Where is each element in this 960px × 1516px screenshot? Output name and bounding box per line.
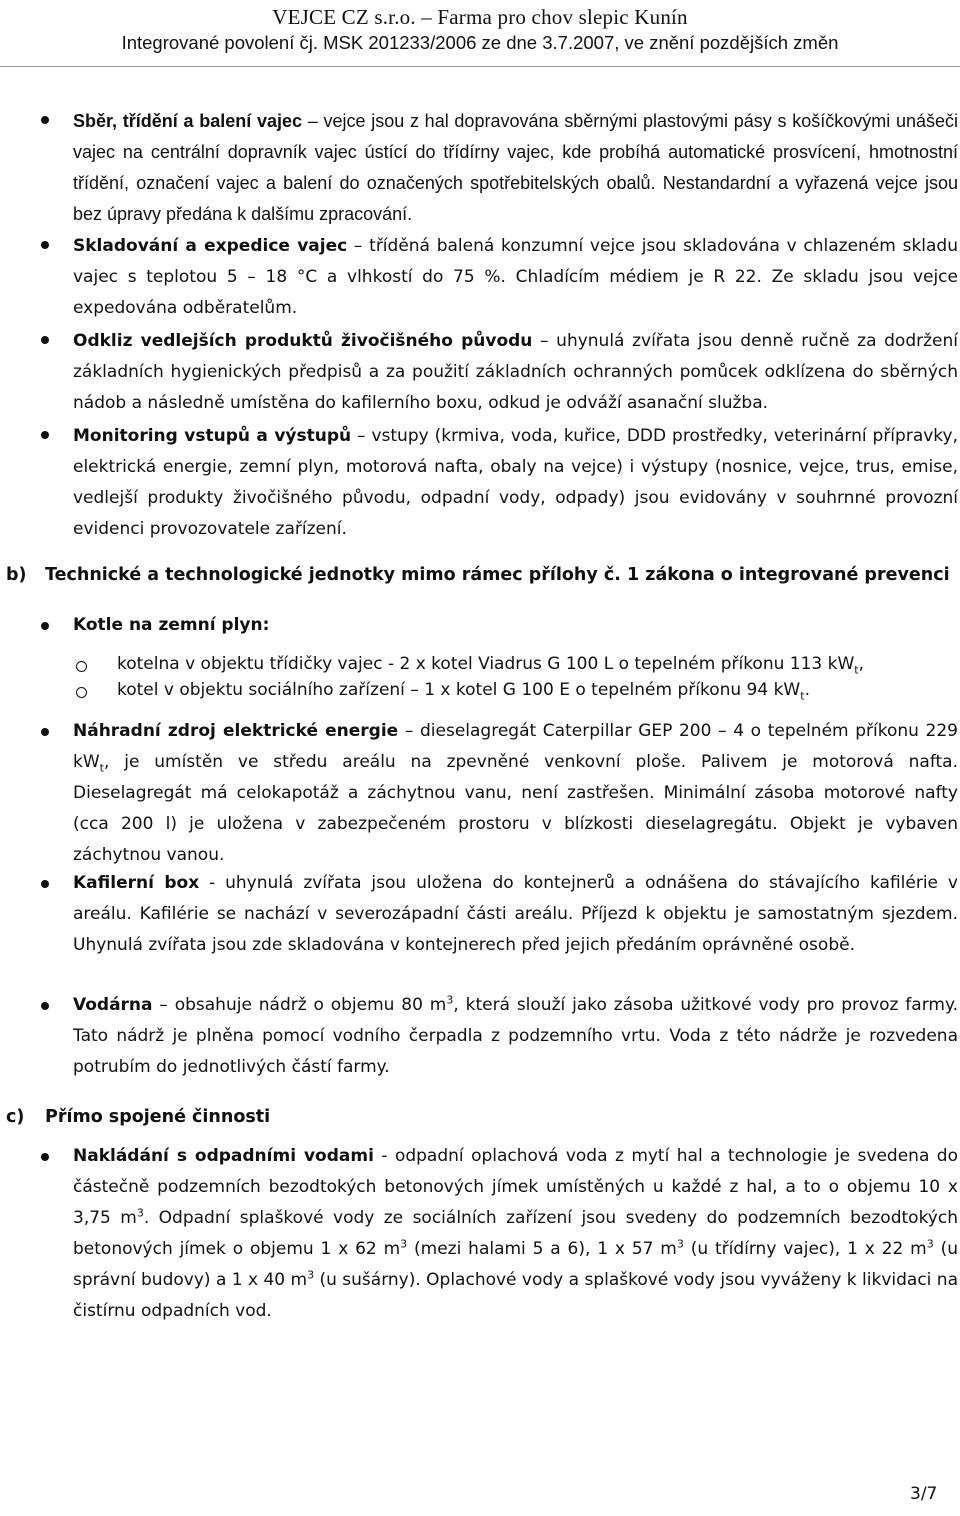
- item-title: Skladování a expedice vajec: [73, 236, 348, 256]
- item-title: Náhradní zdroj elektrické energie: [73, 721, 399, 741]
- item-title: Monitoring vstupů a výstupů: [73, 426, 352, 446]
- list-item-odpadni-vody: Nakládání s odpadními vodami - odpadní oplachová voda z mytí hal a technologie je svedena do částečně podzemních bezodtokých betonových jímek umístěných u každé z hal, a to o objemu 10 x 3,75 $m^3$. Odpadní splaškové vody ze sociálních zařízení jsou svedeny do podzemních bezodtokých betonových jímek o objemu 1 x 62 $m^3$ (mezi halami 5 a 6), 1 x 57 $m^3$ (u třídírny vajec), 1 x 22 $m^3$ (u správní budovy) a 1 x 40 $m^3$ (u sušárny). Oplachové vody a splaškové vody jsou vyváženy k likvidaci na čistírnu odpadních vod.: [73, 1146, 959, 1321]
- sub-item-kotelna: kotelna v objektu třídičky vajec - 2 x kotel Viadrus G 100 L o tepelném příkonu 113 $kW_t$,: [117, 654, 865, 677]
- bullet: [41, 728, 49, 736]
- item-title: Kafilerní box: [73, 873, 200, 893]
- list-item-kafilerni-box: [73, 868, 958, 961]
- header-divider: [0, 66, 960, 67]
- item-title: Odkliz vedlejších produktů živočišného původu: [73, 331, 533, 351]
- item-title: Nakládání s odpadními vodami: [73, 1146, 374, 1166]
- item-text: – vstupy (krmiva, voda, kuřice, DDD prostředky, veterinární přípravky, elektrická energie, zemní plyn, motorová nafta, obaly na vejce) i výstupy (nosnice, vejce, trus, emise, vedlejší produkty živočišného původu, odpadní vody, odpady) jsou evidovány v souhrnné provozní evidenci provozovatele zařízení.: [73, 426, 958, 539]
- section-c-label: c): [6, 1107, 25, 1127]
- page-number: 3/7: [910, 1484, 938, 1504]
- bullet: [41, 241, 49, 249]
- document-header-title: VEJCE CZ s.r.o. – Farma pro chov slepic Kunín: [272, 5, 688, 29]
- item-text: – uhynulá zvířata jsou denně ručně za dodržení základních hygienických předpisů a za použití základních ochranných pomůcek odklízena do sběrných nádob a následně umístěna do kafilerního boxu, odkud je odváží asanační služba.: [73, 331, 958, 413]
- bullet: [41, 431, 49, 439]
- section-c-title: Přímo spojené činnosti: [45, 1107, 271, 1127]
- item-text: – tříděná balená konzumní vejce jsou skladována v chlazeném skladu vajec s teplotou 5 – 18 °C a vlhkostí do 75 %. Chladícím médiem je R 22. Ze skladu jsou vejce expedována odběratelům.: [73, 236, 958, 318]
- item-text: – vejce jsou z hal dopravována sběrnými plastovými pásy s košíčkovými unášeči vajec na centrální dopravník vajec ústící do třídírny vajec, kde probíhá automatické prosvícení, hmotnostní třídění, označení vajec a balení do označených spotřebitelských obalů. Nestandardní a vyřazená vejce jsou bez úpravy předána k dalšímu zpracování.: [73, 111, 958, 224]
- section-b-label: b): [6, 565, 27, 585]
- list-item-kotle: [73, 610, 958, 641]
- list-item-monitoring: [73, 421, 958, 545]
- item-title: Kotle na zemní plyn:: [73, 615, 270, 635]
- list-item-odkliz: [73, 326, 958, 419]
- list-item-skladovani: [73, 231, 958, 324]
- bullet: [41, 336, 49, 344]
- item-title: Vodárna: [73, 995, 153, 1015]
- sub-bullet: [76, 661, 87, 672]
- document-header-permit: Integrované povolení čj. MSK 201233/2006 ze dne 3.7.2007, ve znění pozdějších změn: [121, 32, 839, 53]
- bullet: [41, 622, 49, 630]
- bullet: [41, 116, 49, 124]
- sub-item-socialni: kotel v objektu sociálního zařízení – 1 x kotel G 100 E o tepelném příkonu 94 $kW_t$.: [117, 680, 810, 703]
- list-item-sber: [73, 106, 958, 230]
- item-title: Sběr, třídění a balení vajec: [73, 111, 302, 131]
- bullet: [41, 1002, 49, 1010]
- bullet: [41, 880, 49, 888]
- sub-bullet: [76, 687, 87, 698]
- list-item-nahradni-zdroj: Náhradní zdroj elektrické energie – dieselagregát Caterpillar GEP 200 – 4 o tepelném příkonu 229 $kW_t$, je umístěn ve středu areálu na zpevněné venkovní ploše. Palivem je motorová nafta. Dieselagregát má celokapotáž a záchytnou vanu, není zastřešen. Minimální zásoba motorové nafty (cca 200 l) je uložena v zabezpečeném prostoru v blízkosti dieselagregátu. Objekt je vybaven záchytnou vanou.: [73, 721, 958, 865]
- item-text: - uhynulá zvířata jsou uložena do kontejnerů a odnášena do stávajícího kafilérie v areálu. Kafilérie se nachází v severozápadní části areálu. Příjezd k objektu je samostatným sjezdem. Uhynulá zvířata jsou zde skladována v kontejnerech před jejich předáním oprávněné osobě.: [73, 873, 958, 955]
- list-item-vodarna: Vodárna – obsahuje nádrž o objemu 80 $m^3$, která slouží jako zásoba užitkové vody pro provoz farmy. Tato nádrž je plněna pomocí vodního čerpadla z podzemního vrtu. Voda z této nádrže je rozvedena potrubím do jednotlivých částí farmy.: [73, 993, 958, 1077]
- section-b-title: Technické a technologické jednotky mimo rámec přílohy č. 1 zákona o integrované prevenci: [45, 565, 950, 585]
- bullet: [41, 1153, 49, 1161]
